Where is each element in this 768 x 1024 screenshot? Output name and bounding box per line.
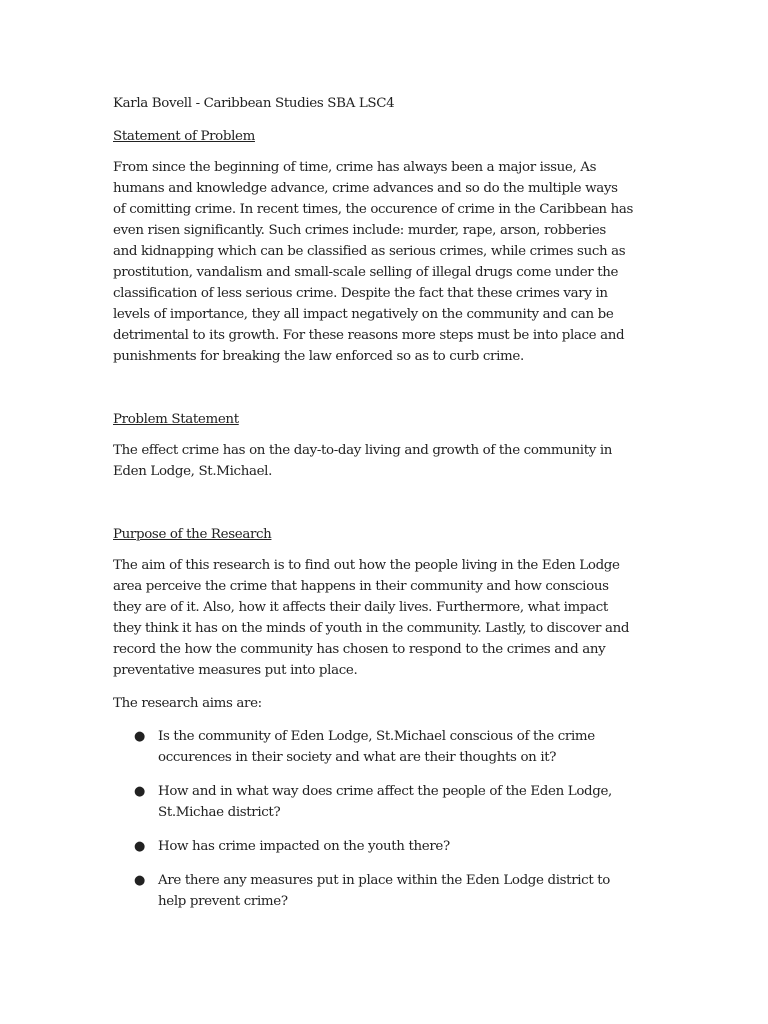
bullet-icon: ● bbox=[134, 873, 145, 888]
aim-text: Is the community of Eden Lodge, St.Michael conscious of the crime occurences in their society and what are their thoughts on it? bbox=[158, 729, 595, 765]
problem-statement-body: The effect crime has on the day-to-day living and growth of the community in Eden Lodge, St.Michael. bbox=[113, 443, 613, 479]
document-page bbox=[113, 93, 633, 925]
list-item bbox=[113, 870, 633, 912]
document-header: Karla Bovell - Caribbean Studies SBA LSC4 bbox=[113, 96, 395, 111]
purpose-body: The aim of this research is to find out how the people living in the Eden Lodge area perceive the crime that happens in their community and how conscious they are of it. Also, how it affects their daily lives. Furthermore, what impact they think it has on the minds of youth in the community. Lastly, to discover and record the how the community has chosen to respond to the crimes and any preventative measures put into place. bbox=[113, 558, 630, 678]
list-item bbox=[113, 781, 633, 823]
section-gap bbox=[113, 379, 633, 409]
aims-list bbox=[113, 726, 633, 912]
statement-of-problem-body: From since the beginning of time, crime has always been a major issue, As humans and knowledge advance, crime advances and so do the multiple ways of comitting crime. In recent times, the occurence of crime in the Caribbean has even risen significantly. Such crimes include: murder, rape, arson, robberies and kidnapping which can be classified as serious crimes, while crimes such as prostitution, vandalism and small-scale selling of illegal drugs come under the classification of less serious crime. Despite the fact that these crimes vary in levels of importance, they all impact negatively on the community and can be detrimental to its growth. For these reasons more steps must be into place and punishments for breaking the law enforced so as to curb crime. bbox=[113, 160, 633, 364]
purpose-heading: Purpose of the Research bbox=[113, 527, 272, 542]
bullet-icon: ● bbox=[134, 839, 145, 854]
aim-text: How has crime impacted on the youth there? bbox=[158, 839, 450, 854]
bullet-icon: ● bbox=[134, 784, 145, 799]
list-item bbox=[113, 726, 633, 768]
aim-text: Are there any measures put in place within the Eden Lodge district to help prevent crime? bbox=[158, 873, 611, 909]
problem-statement-heading: Problem Statement bbox=[113, 412, 239, 427]
aims-intro: The research aims are: bbox=[113, 696, 262, 711]
aim-text: How and in what way does crime affect the people of the Eden Lodge, St.Michae district? bbox=[158, 784, 612, 820]
section-gap bbox=[113, 494, 633, 524]
bullet-icon: ● bbox=[134, 729, 145, 744]
list-item bbox=[113, 836, 633, 857]
statement-of-problem-heading: Statement of Problem bbox=[113, 129, 255, 144]
